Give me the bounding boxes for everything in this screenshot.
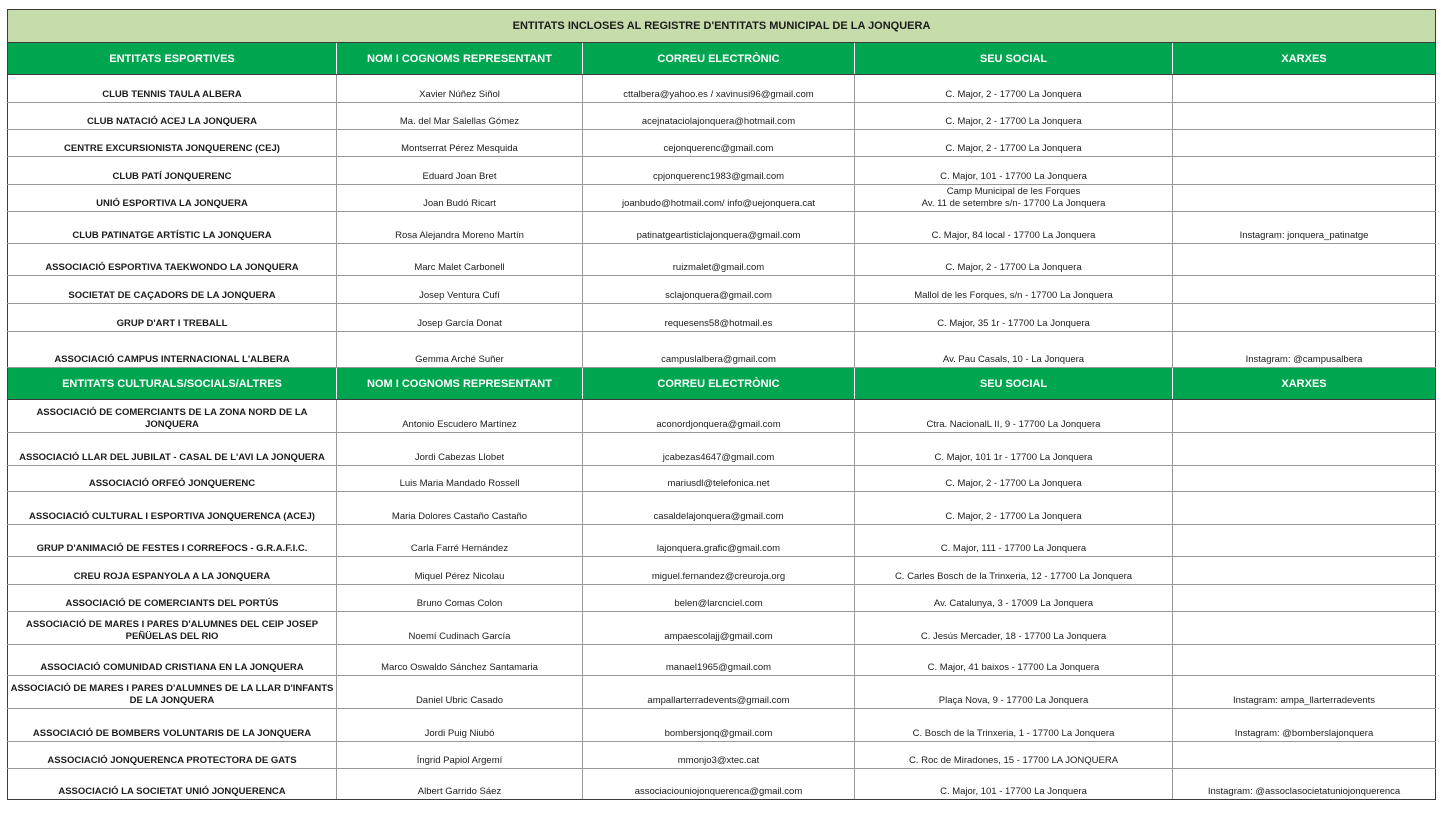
social-cell[interactable] bbox=[1173, 157, 1436, 185]
representative-cell[interactable]: Noemí Cudinach García bbox=[337, 612, 583, 645]
social-cell[interactable]: Instagram: jonquera_patinatge bbox=[1173, 212, 1436, 244]
representative-cell[interactable]: Daniel Ubric Casado bbox=[337, 676, 583, 709]
representative-cell[interactable]: Marc Malet Carbonell bbox=[337, 244, 583, 276]
address-cell[interactable]: Mallol de les Forques, s/n - 17700 La Jonquera bbox=[855, 276, 1173, 304]
social-cell[interactable] bbox=[1173, 557, 1436, 585]
email-cell[interactable]: mariusdl@telefonica.net bbox=[583, 466, 855, 492]
table-row bbox=[8, 612, 1436, 645]
table-row bbox=[8, 769, 1436, 800]
social-cell[interactable]: Instagram: ampa_llarterradevents bbox=[1173, 676, 1436, 709]
email-cell[interactable]: associaciouniojonquerenca@gmail.com bbox=[583, 769, 855, 800]
entity-name-cell[interactable]: ASSOCIACIÓ ESPORTIVA TAEKWONDO LA JONQUERA bbox=[8, 244, 337, 276]
email-cell[interactable]: mmonjo3@xtec.cat bbox=[583, 742, 855, 769]
email-cell[interactable]: patinatgeartisticlajonquera@gmail.com bbox=[583, 212, 855, 244]
table-row bbox=[8, 244, 1436, 276]
entity-name-cell[interactable]: GRUP D'ANIMACIÓ DE FESTES I CORREFOCS - G.R.A.F.I.C. bbox=[8, 525, 337, 557]
registry-table bbox=[7, 9, 1436, 800]
entity-name-cell[interactable]: CLUB PATÍ JONQUERENC bbox=[8, 157, 337, 185]
entity-name-cell[interactable]: ASSOCIACIÓ LLAR DEL JUBILAT - CASAL DE L'AVI LA JONQUERA bbox=[8, 433, 337, 466]
entity-name-cell[interactable]: ASSOCIACIÓ DE COMERCIANTS DE LA ZONA NORD DE LA JONQUERA bbox=[8, 400, 337, 433]
social-cell[interactable] bbox=[1173, 304, 1436, 332]
social-cell[interactable] bbox=[1173, 585, 1436, 612]
address-cell[interactable]: C. Major, 2 - 17700 La Jonquera bbox=[855, 492, 1173, 525]
entity-name-cell[interactable]: SOCIETAT DE CAÇADORS DE LA JONQUERA bbox=[8, 276, 337, 304]
social-cell[interactable]: Instagram: @campusalbera bbox=[1173, 332, 1436, 368]
table-row bbox=[8, 492, 1436, 525]
table-row bbox=[8, 332, 1436, 368]
table-row bbox=[8, 742, 1436, 769]
entity-name-cell[interactable]: GRUP D'ART I TREBALL bbox=[8, 304, 337, 332]
representative-cell[interactable]: Luis Maria Mandado Rossell bbox=[337, 466, 583, 492]
address-cell[interactable]: C. Major, 84 local - 17700 La Jonquera bbox=[855, 212, 1173, 244]
entity-name-cell[interactable]: CLUB PATINATGE ARTÍSTIC LA JONQUERA bbox=[8, 212, 337, 244]
social-cell[interactable] bbox=[1173, 742, 1436, 769]
social-cell[interactable]: Instagram: @assoclasocietatuniojonquerenca bbox=[1173, 769, 1436, 800]
representative-cell[interactable]: Jordi Puig Niubó bbox=[337, 709, 583, 742]
email-cell[interactable]: aconordjonquera@gmail.com bbox=[583, 400, 855, 433]
table-row bbox=[8, 645, 1436, 676]
email-cell[interactable]: ruizmalet@gmail.com bbox=[583, 244, 855, 276]
representative-cell[interactable]: Montserrat Pérez Mesquida bbox=[337, 130, 583, 157]
table-row bbox=[8, 676, 1436, 709]
social-cell[interactable] bbox=[1173, 244, 1436, 276]
entity-name-cell[interactable]: ASSOCIACIÓ ORFEÓ JONQUERENC bbox=[8, 466, 337, 492]
address-cell[interactable]: C. Carles Bosch de la Trinxeria, 12 - 17700 La Jonquera bbox=[855, 557, 1173, 585]
address-cell[interactable]: C. Major, 101 - 17700 La Jonquera bbox=[855, 769, 1173, 800]
representative-cell[interactable]: Eduard Joan Bret bbox=[337, 157, 583, 185]
entity-name-cell[interactable]: UNIÓ ESPORTIVA LA JONQUERA bbox=[8, 185, 337, 212]
table-row bbox=[8, 433, 1436, 466]
address-cell[interactable]: C. Major, 2 - 17700 La Jonquera bbox=[855, 103, 1173, 130]
section-header-row bbox=[8, 43, 1436, 75]
header-email[interactable]: CORREU ELECTRÒNIC bbox=[583, 43, 855, 75]
email-cell[interactable]: jcabezas4647@gmail.com bbox=[583, 433, 855, 466]
address-cell[interactable]: Plaça Nova, 9 - 17700 La Jonquera bbox=[855, 676, 1173, 709]
representative-cell[interactable]: Carla Farré Hernández bbox=[337, 525, 583, 557]
table-row bbox=[8, 157, 1436, 185]
entity-name-cell[interactable]: ASSOCIACIÓ CULTURAL I ESPORTIVA JONQUERENCA (ACEJ) bbox=[8, 492, 337, 525]
entity-name-cell[interactable]: CLUB TENNIS TAULA ALBERA bbox=[8, 75, 337, 103]
representative-cell[interactable]: Jordi Cabezas Llobet bbox=[337, 433, 583, 466]
table-row bbox=[8, 304, 1436, 332]
title-row bbox=[8, 10, 1436, 43]
entity-name-cell[interactable]: ASSOCIACIÓ JONQUERENCA PROTECTORA DE GATS bbox=[8, 742, 337, 769]
social-cell[interactable] bbox=[1173, 276, 1436, 304]
table-row bbox=[8, 585, 1436, 612]
representative-cell[interactable]: Maria Dolores Castaño Castaño bbox=[337, 492, 583, 525]
social-cell[interactable] bbox=[1173, 75, 1436, 103]
header-email[interactable]: CORREU ELECTRÒNIC bbox=[583, 368, 855, 400]
table-row bbox=[8, 103, 1436, 130]
header-entity[interactable]: ENTITATS ESPORTIVES bbox=[8, 43, 337, 75]
representative-cell[interactable]: Albert Garrido Sáez bbox=[337, 769, 583, 800]
email-cell[interactable]: ampaescolajj@gmail.com bbox=[583, 612, 855, 645]
header-representative[interactable]: NOM I COGNOMS REPRESENTANT bbox=[337, 368, 583, 400]
entity-name-cell[interactable]: ASSOCIACIÓ DE COMERCIANTS DEL PORTÚS bbox=[8, 585, 337, 612]
address-cell[interactable]: C. Major, 2 - 17700 La Jonquera bbox=[855, 75, 1173, 103]
address-cell[interactable]: Av. Catalunya, 3 - 17009 La Jonquera bbox=[855, 585, 1173, 612]
header-address[interactable]: SEU SOCIAL bbox=[855, 368, 1173, 400]
header-social[interactable]: XARXES bbox=[1173, 43, 1436, 75]
representative-cell[interactable]: Joan Budó Ricart bbox=[337, 185, 583, 212]
social-cell[interactable] bbox=[1173, 103, 1436, 130]
table-row bbox=[8, 130, 1436, 157]
social-cell[interactable] bbox=[1173, 466, 1436, 492]
address-cell[interactable]: C. Roc de Miradones, 15 - 17700 LA JONQUERA bbox=[855, 742, 1173, 769]
email-cell[interactable]: requesens58@hotmail.es bbox=[583, 304, 855, 332]
address-cell[interactable]: Av. Pau Casals, 10 - La Jonquera bbox=[855, 332, 1173, 368]
representative-cell[interactable]: Miquel Pérez Nicolau bbox=[337, 557, 583, 585]
email-cell[interactable]: manael1965@gmail.com bbox=[583, 645, 855, 676]
representative-cell[interactable]: Josep Ventura Cufí bbox=[337, 276, 583, 304]
header-address[interactable]: SEU SOCIAL bbox=[855, 43, 1173, 75]
table-row bbox=[8, 400, 1436, 433]
social-cell[interactable] bbox=[1173, 185, 1436, 212]
email-cell[interactable]: acejnataciolajonquera@hotmail.com bbox=[583, 103, 855, 130]
header-social[interactable]: XARXES bbox=[1173, 368, 1436, 400]
table-row bbox=[8, 276, 1436, 304]
email-cell[interactable]: cpjonquerenc1983@gmail.com bbox=[583, 157, 855, 185]
email-cell[interactable]: lajonquera.grafic@gmail.com bbox=[583, 525, 855, 557]
representative-cell[interactable]: Íngrid Papiol Argemí bbox=[337, 742, 583, 769]
email-cell[interactable]: ampallarterradevents@gmail.com bbox=[583, 676, 855, 709]
email-cell[interactable]: casaldelajonquera@gmail.com bbox=[583, 492, 855, 525]
representative-cell[interactable]: Gemma Arché Suñer bbox=[337, 332, 583, 368]
email-cell[interactable]: campuslalbera@gmail.com bbox=[583, 332, 855, 368]
table-row bbox=[8, 212, 1436, 244]
entity-name-cell[interactable]: ASSOCIACIÓ LA SOCIETAT UNIÓ JONQUERENCA bbox=[8, 769, 337, 800]
address-cell[interactable]: C. Major, 2 - 17700 La Jonquera bbox=[855, 466, 1173, 492]
entity-name-cell[interactable]: CREU ROJA ESPANYOLA A LA JONQUERA bbox=[8, 557, 337, 585]
sheet-title[interactable]: ENTITATS INCLOSES AL REGISTRE D'ENTITATS MUNICIPAL DE LA JONQUERA bbox=[8, 10, 1436, 43]
social-cell[interactable] bbox=[1173, 612, 1436, 645]
header-representative[interactable]: NOM I COGNOMS REPRESENTANT bbox=[337, 43, 583, 75]
entity-name-cell[interactable]: ASSOCIACIÓ COMUNIDAD CRISTIANA EN LA JONQUERA bbox=[8, 645, 337, 676]
social-cell[interactable] bbox=[1173, 525, 1436, 557]
representative-cell[interactable]: Ma. del Mar Salellas Gómez bbox=[337, 103, 583, 130]
address-cell[interactable]: C. Major, 101 1r - 17700 La Jonquera bbox=[855, 433, 1173, 466]
representative-cell[interactable]: Antonio Escudero Martínez bbox=[337, 400, 583, 433]
social-cell[interactable] bbox=[1173, 433, 1436, 466]
address-cell[interactable]: Ctra. NacionalL II, 9 - 17700 La Jonquera bbox=[855, 400, 1173, 433]
entity-name-cell[interactable]: CLUB NATACIÓ ACEJ LA JONQUERA bbox=[8, 103, 337, 130]
representative-cell[interactable]: Bruno Comas Colon bbox=[337, 585, 583, 612]
address-cell[interactable]: C. Jesús Mercader, 18 - 17700 La Jonquera bbox=[855, 612, 1173, 645]
representative-cell[interactable]: Marco Oswaldo Sánchez Santamaria bbox=[337, 645, 583, 676]
address-cell[interactable]: C. Major, 41 baixos - 17700 La Jonquera bbox=[855, 645, 1173, 676]
section-header-row bbox=[8, 368, 1436, 400]
entity-name-cell[interactable]: CENTRE EXCURSIONISTA JONQUERENC (CEJ) bbox=[8, 130, 337, 157]
representative-cell[interactable]: Rosa Alejandra Moreno Martín bbox=[337, 212, 583, 244]
email-cell[interactable]: belen@larcnciel.com bbox=[583, 585, 855, 612]
address-cell[interactable]: Camp Municipal de les Forques Av. 11 de setembre s/n- 17700 La Jonquera bbox=[855, 185, 1173, 212]
email-cell[interactable]: bombersjonq@gmail.com bbox=[583, 709, 855, 742]
table-row bbox=[8, 185, 1436, 212]
email-cell[interactable]: sclajonquera@gmail.com bbox=[583, 276, 855, 304]
address-cell[interactable]: C. Major, 2 - 17700 La Jonquera bbox=[855, 244, 1173, 276]
email-cell[interactable]: cttalbera@yahoo.es / xavinusi96@gmail.com bbox=[583, 75, 855, 103]
social-cell[interactable] bbox=[1173, 400, 1436, 433]
social-cell[interactable]: Instagram: @bomberslajonquera bbox=[1173, 709, 1436, 742]
entity-name-cell[interactable]: ASSOCIACIÓ DE MARES I PARES D'ALUMNES DE LA LLAR D'INFANTS DE LA JONQUERA bbox=[8, 676, 337, 709]
entity-name-cell[interactable]: ASSOCIACIÓ CAMPUS INTERNACIONAL L'ALBERA bbox=[8, 332, 337, 368]
table-row bbox=[8, 466, 1436, 492]
address-cell[interactable]: C. Major, 101 - 17700 La Jonquera bbox=[855, 157, 1173, 185]
address-cell[interactable]: C. Bosch de la Trinxeria, 1 - 17700 La Jonquera bbox=[855, 709, 1173, 742]
representative-cell[interactable]: Josep García Donat bbox=[337, 304, 583, 332]
table-row bbox=[8, 557, 1436, 585]
address-cell[interactable]: C. Major, 35 1r - 17700 La Jonquera bbox=[855, 304, 1173, 332]
representative-cell[interactable]: Xavier Núñez Siñol bbox=[337, 75, 583, 103]
social-cell[interactable] bbox=[1173, 492, 1436, 525]
social-cell[interactable] bbox=[1173, 130, 1436, 157]
entity-name-cell[interactable]: ASSOCIACIÓ DE MARES I PARES D'ALUMNES DEL CEIP JOSEP PEÑÜELAS DEL RIO bbox=[8, 612, 337, 645]
table-row bbox=[8, 709, 1436, 742]
address-cell[interactable]: C. Major, 2 - 17700 La Jonquera bbox=[855, 130, 1173, 157]
email-cell[interactable]: miguel.fernandez@creuroja.org bbox=[583, 557, 855, 585]
social-cell[interactable] bbox=[1173, 645, 1436, 676]
header-entity[interactable]: ENTITATS CULTURALS/SOCIALS/ALTRES bbox=[8, 368, 337, 400]
email-cell[interactable]: joanbudo@hotmail.com/ info@uejonquera.cat bbox=[583, 185, 855, 212]
address-cell[interactable]: C. Major, 111 - 17700 La Jonquera bbox=[855, 525, 1173, 557]
table-row bbox=[8, 525, 1436, 557]
table-row bbox=[8, 75, 1436, 103]
entity-name-cell[interactable]: ASSOCIACIÓ DE BOMBERS VOLUNTARIS DE LA JONQUERA bbox=[8, 709, 337, 742]
email-cell[interactable]: cejonquerenc@gmail.com bbox=[583, 130, 855, 157]
